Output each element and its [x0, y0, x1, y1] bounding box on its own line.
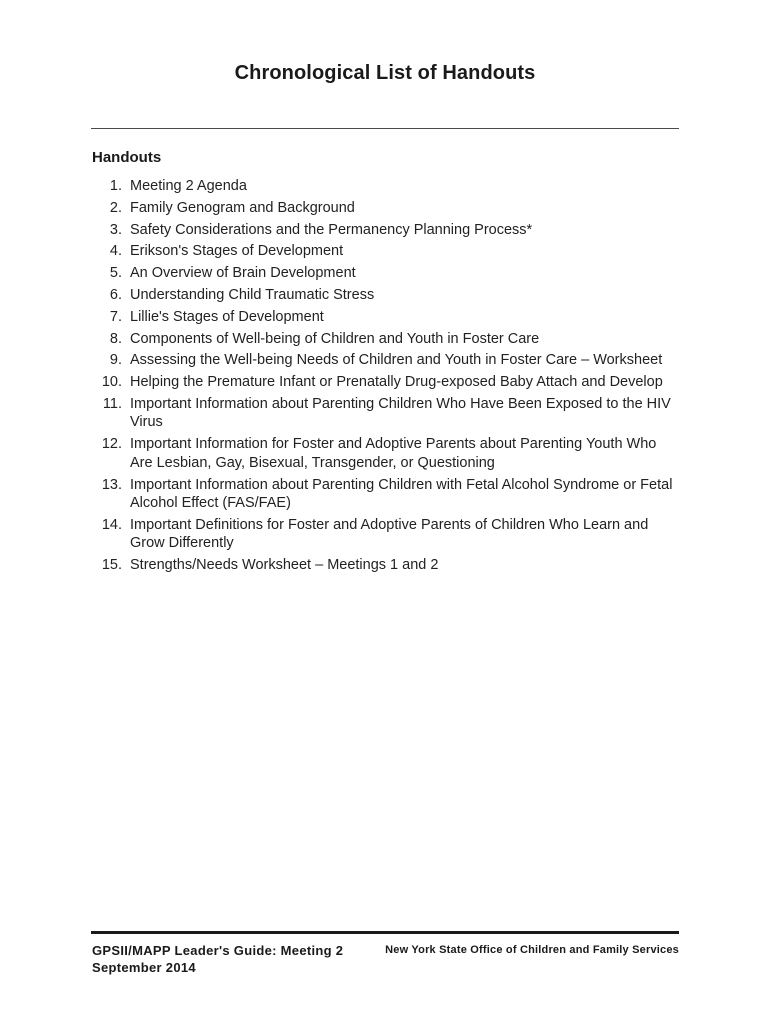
list-item-number: 5.	[109, 265, 122, 282]
list-item-text: Understanding Child Traumatic Stress	[130, 286, 375, 303]
list-item	[92, 435, 682, 472]
list-item-number: 14.	[101, 516, 122, 533]
list-item-text: Assessing the Well-being Needs of Children and Youth in Foster Care – Worksheet	[130, 352, 663, 369]
list-item	[92, 308, 682, 327]
list-item-text: Meeting 2 Agenda	[130, 178, 247, 194]
list-item-text: Components of Well-being of Children and Youth in Foster Care	[130, 330, 540, 347]
list-item-text: Safety Considerations and the Permanency Planning Process*	[130, 221, 533, 238]
list-item	[92, 395, 682, 432]
list-item-number: 9.	[109, 352, 122, 369]
list-item	[92, 330, 682, 349]
list-item	[92, 286, 682, 305]
list-item-text: An Overview of Brain Development	[130, 265, 356, 282]
list-item-number: 3.	[109, 221, 122, 238]
page-title: Chronological List of Handouts	[234, 62, 536, 84]
list-item	[92, 199, 682, 218]
list-item	[92, 221, 682, 240]
footer-agency: New York State Office of Children and Family Services	[385, 944, 679, 956]
list-item	[92, 516, 682, 553]
list-item-text: Strengths/Needs Worksheet – Meetings 1 and 2	[130, 557, 439, 574]
list-item	[92, 177, 682, 196]
list-item-number: 8.	[109, 330, 122, 347]
title-divider	[91, 128, 679, 129]
list-item-number: 10.	[101, 374, 122, 391]
section-heading-handouts: Handouts	[92, 149, 162, 166]
list-item-number: 1.	[109, 178, 122, 194]
list-item-number: 13.	[101, 476, 122, 493]
footer-divider	[91, 931, 679, 934]
list-item-number: 12.	[101, 436, 122, 453]
list-item-number: 6.	[109, 286, 122, 303]
footer-guide-line: GPSII/MAPP Leader's Guide: Meeting 2	[92, 943, 344, 958]
list-item-number: 2.	[109, 199, 122, 216]
list-item-number: 4.	[109, 243, 122, 260]
footer-date-line: September 2014	[92, 960, 196, 975]
list-item	[92, 373, 682, 392]
list-item	[92, 476, 682, 513]
list-item-number: 11.	[102, 395, 122, 412]
list-item-text: Important Information about Parenting Children Who Have Been Exposed to the HIV Virus	[130, 395, 671, 431]
list-item	[92, 351, 682, 370]
list-item-text: Family Genogram and Background	[130, 199, 355, 216]
handout-list	[92, 177, 682, 578]
list-item-number: 7.	[109, 308, 122, 325]
list-item-text: Lillie's Stages of Development	[130, 308, 324, 325]
list-item-text: Important Definitions for Foster and Adoptive Parents of Children Who Learn and Grow Differently	[130, 516, 649, 552]
list-item	[92, 242, 682, 261]
list-item	[92, 556, 682, 575]
list-item-text: Important Information for Foster and Adoptive Parents about Parenting Youth Who Are Lesbian, Gay, Bisexual, Transgender, or Questioning	[130, 436, 657, 471]
list-item-text: Helping the Premature Infant or Prenatally Drug-exposed Baby Attach and Develop	[130, 374, 663, 391]
list-item-number: 15.	[101, 557, 122, 574]
list-item-text: Erikson's Stages of Development	[130, 243, 344, 260]
list-item-text: Important Information about Parenting Children with Fetal Alcohol Syndrome or Fetal Alcohol Effect (FAS/FAE)	[130, 476, 673, 512]
footer-guide-info	[92, 942, 343, 976]
list-item	[92, 264, 682, 283]
